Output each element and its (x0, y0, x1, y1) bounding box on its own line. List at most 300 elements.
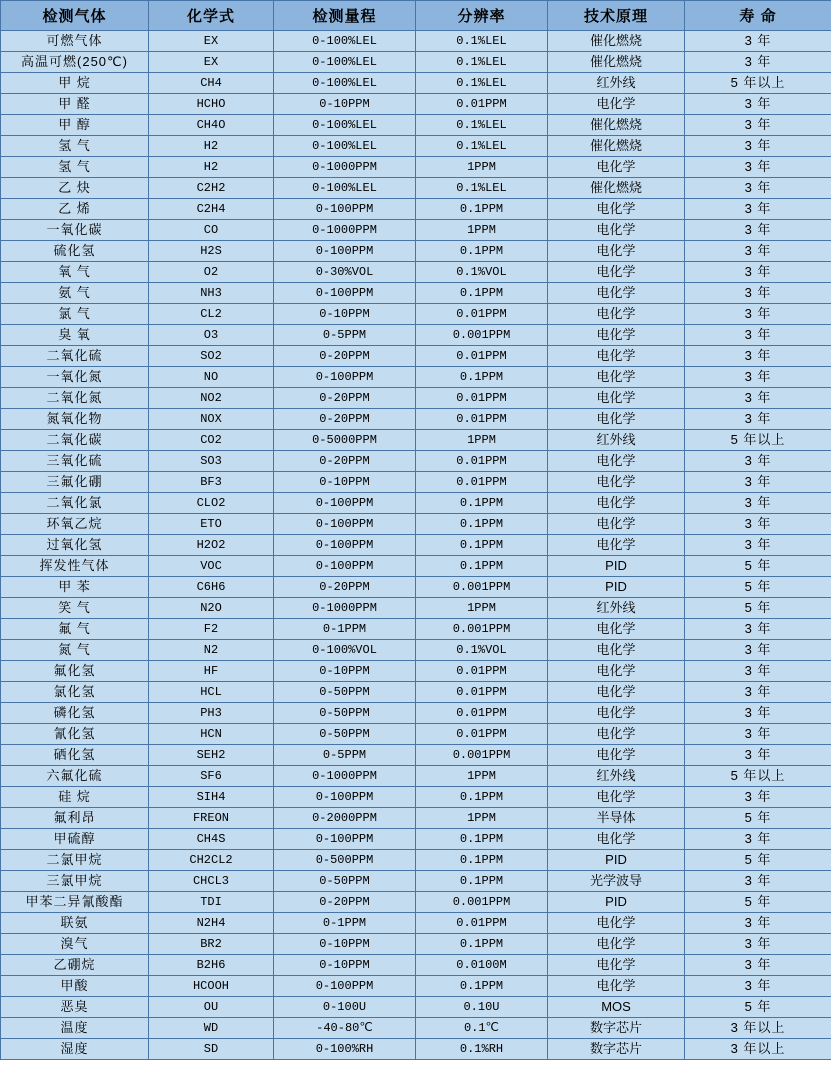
cell-formula: H2O2 (149, 535, 274, 556)
cell-range: 0-10PPM (274, 934, 416, 955)
cell-gas: 氮氧化物 (1, 409, 149, 430)
cell-principle: 电化学 (548, 535, 685, 556)
cell-range: 0-100%LEL (274, 31, 416, 52)
cell-lifetime: 3 年 (685, 220, 831, 241)
cell-principle: 电化学 (548, 409, 685, 430)
cell-formula: EX (149, 52, 274, 73)
cell-principle: 红外线 (548, 598, 685, 619)
cell-formula: O2 (149, 262, 274, 283)
table-row (1, 1039, 831, 1060)
cell-resolution: 0.001PPM (416, 619, 548, 640)
cell-gas: 氟利昂 (1, 808, 149, 829)
cell-principle: 电化学 (548, 787, 685, 808)
cell-resolution: 0.001PPM (416, 892, 548, 913)
cell-resolution: 0.1PPM (416, 787, 548, 808)
table-row (1, 808, 831, 829)
column-header-resolution: 分辨率 (416, 1, 548, 31)
cell-resolution: 0.1%LEL (416, 115, 548, 136)
cell-range: 0-100U (274, 997, 416, 1018)
cell-principle: 催化燃烧 (548, 115, 685, 136)
cell-lifetime: 3 年 (685, 472, 831, 493)
table-row (1, 262, 831, 283)
cell-lifetime: 5 年 (685, 577, 831, 598)
cell-resolution: 0.1PPM (416, 283, 548, 304)
cell-resolution: 0.1PPM (416, 367, 548, 388)
cell-gas: 六氟化硫 (1, 766, 149, 787)
cell-principle: 电化学 (548, 493, 685, 514)
cell-principle: 电化学 (548, 241, 685, 262)
cell-formula: SO2 (149, 346, 274, 367)
cell-range: 0-100PPM (274, 829, 416, 850)
table-row (1, 388, 831, 409)
cell-lifetime: 3 年以上 (685, 1039, 831, 1060)
table-row (1, 514, 831, 535)
cell-formula: F2 (149, 619, 274, 640)
cell-range: 0-100%LEL (274, 178, 416, 199)
cell-gas: 氢 气 (1, 136, 149, 157)
cell-gas: 氯 气 (1, 304, 149, 325)
cell-formula: PH3 (149, 703, 274, 724)
cell-principle: 电化学 (548, 388, 685, 409)
cell-gas: 磷化氢 (1, 703, 149, 724)
cell-lifetime: 3 年 (685, 955, 831, 976)
cell-range: 0-50PPM (274, 871, 416, 892)
table-row (1, 94, 831, 115)
cell-principle: 电化学 (548, 619, 685, 640)
table-row (1, 787, 831, 808)
cell-lifetime: 3 年 (685, 325, 831, 346)
cell-principle: 电化学 (548, 262, 685, 283)
cell-lifetime: 3 年 (685, 976, 831, 997)
cell-lifetime: 3 年 (685, 724, 831, 745)
cell-gas: 恶臭 (1, 997, 149, 1018)
table-row (1, 850, 831, 871)
cell-gas: 甲硫醇 (1, 829, 149, 850)
cell-range: 0-1000PPM (274, 598, 416, 619)
cell-formula: NO (149, 367, 274, 388)
table-row (1, 913, 831, 934)
cell-gas: 三氟化硼 (1, 472, 149, 493)
cell-range: 0-10PPM (274, 94, 416, 115)
cell-gas: 溴气 (1, 934, 149, 955)
cell-gas: 乙 烯 (1, 199, 149, 220)
cell-gas: 三氯甲烷 (1, 871, 149, 892)
cell-range: 0-20PPM (274, 409, 416, 430)
table-row (1, 724, 831, 745)
cell-range: 0-100PPM (274, 199, 416, 220)
cell-formula: SD (149, 1039, 274, 1060)
cell-principle: 电化学 (548, 367, 685, 388)
cell-resolution: 1PPM (416, 430, 548, 451)
cell-resolution: 0.1PPM (416, 829, 548, 850)
cell-formula: C2H2 (149, 178, 274, 199)
cell-lifetime: 3 年 (685, 661, 831, 682)
cell-resolution: 0.1%VOL (416, 262, 548, 283)
cell-resolution: 0.1%LEL (416, 52, 548, 73)
cell-principle: 电化学 (548, 157, 685, 178)
cell-formula: BF3 (149, 472, 274, 493)
cell-principle: 数字芯片 (548, 1039, 685, 1060)
cell-formula: NH3 (149, 283, 274, 304)
cell-formula: FREON (149, 808, 274, 829)
cell-range: 0-100PPM (274, 976, 416, 997)
table-row (1, 73, 831, 94)
cell-gas: 湿度 (1, 1039, 149, 1060)
cell-resolution: 0.1PPM (416, 871, 548, 892)
cell-range: 0-50PPM (274, 703, 416, 724)
cell-principle: 电化学 (548, 703, 685, 724)
cell-gas: 氨 气 (1, 283, 149, 304)
cell-gas: 甲 苯 (1, 577, 149, 598)
cell-resolution: 0.1℃ (416, 1018, 548, 1039)
cell-principle: 半导体 (548, 808, 685, 829)
cell-lifetime: 3 年 (685, 346, 831, 367)
table-row (1, 577, 831, 598)
cell-gas: 臭 氧 (1, 325, 149, 346)
cell-resolution: 0.001PPM (416, 577, 548, 598)
cell-range: 0-10PPM (274, 472, 416, 493)
table-row (1, 871, 831, 892)
table-row (1, 934, 831, 955)
cell-formula: HCHO (149, 94, 274, 115)
cell-formula: H2 (149, 136, 274, 157)
cell-range: 0-100%LEL (274, 136, 416, 157)
cell-principle: 电化学 (548, 220, 685, 241)
cell-resolution: 0.01PPM (416, 94, 548, 115)
cell-range: 0-1000PPM (274, 766, 416, 787)
cell-lifetime: 5 年 (685, 808, 831, 829)
cell-gas: 甲苯二异氰酸酯 (1, 892, 149, 913)
cell-lifetime: 3 年 (685, 787, 831, 808)
cell-formula: NO2 (149, 388, 274, 409)
cell-principle: 电化学 (548, 640, 685, 661)
cell-lifetime: 5 年 (685, 598, 831, 619)
table-header (1, 1, 831, 31)
cell-gas: 二氧化氮 (1, 388, 149, 409)
table-header-row (1, 1, 831, 31)
cell-gas: 温度 (1, 1018, 149, 1039)
cell-gas: 氧 气 (1, 262, 149, 283)
table-row (1, 199, 831, 220)
cell-lifetime: 3 年 (685, 388, 831, 409)
table-row (1, 682, 831, 703)
table-row (1, 115, 831, 136)
cell-principle: 数字芯片 (548, 1018, 685, 1039)
cell-formula: CH4O (149, 115, 274, 136)
cell-formula: CO (149, 220, 274, 241)
cell-gas: 氮 气 (1, 640, 149, 661)
cell-formula: VOC (149, 556, 274, 577)
cell-resolution: 0.01PPM (416, 703, 548, 724)
cell-range: 0-5000PPM (274, 430, 416, 451)
cell-resolution: 0.01PPM (416, 346, 548, 367)
cell-resolution: 0.01PPM (416, 388, 548, 409)
cell-resolution: 0.1%VOL (416, 640, 548, 661)
cell-lifetime: 3 年 (685, 199, 831, 220)
cell-principle: 电化学 (548, 304, 685, 325)
cell-gas: 环氧乙烷 (1, 514, 149, 535)
cell-gas: 一氧化氮 (1, 367, 149, 388)
cell-gas: 一氧化碳 (1, 220, 149, 241)
cell-range: 0-100PPM (274, 514, 416, 535)
cell-gas: 过氧化氢 (1, 535, 149, 556)
cell-gas: 甲 醛 (1, 94, 149, 115)
cell-lifetime: 3 年以上 (685, 1018, 831, 1039)
cell-formula: NOX (149, 409, 274, 430)
table-row (1, 367, 831, 388)
table-row (1, 346, 831, 367)
cell-formula: BR2 (149, 934, 274, 955)
cell-gas: 高温可燃(250℃) (1, 52, 149, 73)
table-row (1, 745, 831, 766)
cell-range: 0-10PPM (274, 955, 416, 976)
cell-gas: 乙硼烷 (1, 955, 149, 976)
cell-lifetime: 5 年 (685, 997, 831, 1018)
column-header-principle: 技术原理 (548, 1, 685, 31)
cell-resolution: 0.01PPM (416, 913, 548, 934)
cell-range: 0-100PPM (274, 556, 416, 577)
cell-formula: HCL (149, 682, 274, 703)
cell-formula: C2H4 (149, 199, 274, 220)
cell-gas: 氟化氢 (1, 661, 149, 682)
cell-principle: PID (548, 577, 685, 598)
table-row (1, 493, 831, 514)
cell-resolution: 1PPM (416, 598, 548, 619)
cell-range: 0-500PPM (274, 850, 416, 871)
cell-lifetime: 3 年 (685, 871, 831, 892)
table-row (1, 976, 831, 997)
cell-formula: SO3 (149, 451, 274, 472)
cell-gas: 可燃气体 (1, 31, 149, 52)
table-row (1, 955, 831, 976)
cell-formula: TDI (149, 892, 274, 913)
cell-resolution: 0.1%LEL (416, 136, 548, 157)
cell-formula: B2H6 (149, 955, 274, 976)
cell-lifetime: 3 年 (685, 493, 831, 514)
cell-lifetime: 3 年 (685, 535, 831, 556)
cell-resolution: 1PPM (416, 808, 548, 829)
table-row (1, 703, 831, 724)
cell-principle: 电化学 (548, 829, 685, 850)
cell-principle: 电化学 (548, 913, 685, 934)
table-row (1, 892, 831, 913)
cell-lifetime: 3 年 (685, 304, 831, 325)
cell-range: 0-10PPM (274, 304, 416, 325)
table-row (1, 451, 831, 472)
table-row (1, 241, 831, 262)
cell-resolution: 0.01PPM (416, 661, 548, 682)
cell-principle: 电化学 (548, 472, 685, 493)
cell-resolution: 0.1PPM (416, 556, 548, 577)
cell-range: 0-50PPM (274, 724, 416, 745)
cell-resolution: 0.01PPM (416, 304, 548, 325)
cell-principle: 催化燃烧 (548, 31, 685, 52)
cell-gas: 氰化氢 (1, 724, 149, 745)
cell-lifetime: 3 年 (685, 367, 831, 388)
table-row (1, 304, 831, 325)
column-header-formula: 化学式 (149, 1, 274, 31)
cell-range: 0-100PPM (274, 787, 416, 808)
cell-lifetime: 5 年 (685, 556, 831, 577)
cell-principle: 电化学 (548, 325, 685, 346)
cell-lifetime: 3 年 (685, 94, 831, 115)
cell-resolution: 0.1%LEL (416, 178, 548, 199)
cell-gas: 笑 气 (1, 598, 149, 619)
cell-range: 0-30%VOL (274, 262, 416, 283)
cell-formula: CH2CL2 (149, 850, 274, 871)
cell-range: 0-100PPM (274, 241, 416, 262)
cell-lifetime: 3 年 (685, 115, 831, 136)
cell-principle: PID (548, 892, 685, 913)
cell-resolution: 0.1PPM (416, 850, 548, 871)
cell-formula: CHCL3 (149, 871, 274, 892)
cell-principle: 催化燃烧 (548, 52, 685, 73)
column-header-lifetime: 寿 命 (685, 1, 831, 31)
cell-formula: O3 (149, 325, 274, 346)
cell-formula: CO2 (149, 430, 274, 451)
cell-range: 0-100%RH (274, 1039, 416, 1060)
cell-lifetime: 3 年 (685, 136, 831, 157)
table-row (1, 1018, 831, 1039)
table-row (1, 283, 831, 304)
cell-principle: 红外线 (548, 430, 685, 451)
table-row (1, 178, 831, 199)
cell-gas: 氟 气 (1, 619, 149, 640)
cell-resolution: 0.10U (416, 997, 548, 1018)
cell-resolution: 1PPM (416, 157, 548, 178)
cell-lifetime: 5 年以上 (685, 430, 831, 451)
cell-resolution: 0.1PPM (416, 514, 548, 535)
cell-resolution: 0.1PPM (416, 493, 548, 514)
cell-lifetime: 3 年 (685, 682, 831, 703)
cell-range: 0-100PPM (274, 493, 416, 514)
table-body (1, 31, 831, 1060)
table-row (1, 52, 831, 73)
cell-lifetime: 3 年 (685, 178, 831, 199)
cell-gas: 二氯甲烷 (1, 850, 149, 871)
cell-lifetime: 3 年 (685, 31, 831, 52)
cell-range: 0-20PPM (274, 346, 416, 367)
cell-formula: CH4 (149, 73, 274, 94)
cell-resolution: 0.0100M (416, 955, 548, 976)
cell-resolution: 0.001PPM (416, 325, 548, 346)
cell-resolution: 0.01PPM (416, 409, 548, 430)
cell-principle: 催化燃烧 (548, 136, 685, 157)
column-header-range: 检测量程 (274, 1, 416, 31)
cell-formula: CH4S (149, 829, 274, 850)
cell-resolution: 0.1%LEL (416, 73, 548, 94)
table-row (1, 766, 831, 787)
cell-gas: 氢 气 (1, 157, 149, 178)
column-header-gas: 检测气体 (1, 1, 149, 31)
cell-lifetime: 3 年 (685, 52, 831, 73)
cell-range: 0-10PPM (274, 661, 416, 682)
cell-range: 0-100%LEL (274, 73, 416, 94)
cell-range: 0-2000PPM (274, 808, 416, 829)
cell-principle: 电化学 (548, 934, 685, 955)
cell-principle: 电化学 (548, 346, 685, 367)
cell-resolution: 0.1%RH (416, 1039, 548, 1060)
cell-gas: 氯化氢 (1, 682, 149, 703)
cell-formula: N2 (149, 640, 274, 661)
cell-resolution: 0.01PPM (416, 472, 548, 493)
table-row (1, 220, 831, 241)
cell-principle: 光学波导 (548, 871, 685, 892)
cell-formula: CL2 (149, 304, 274, 325)
cell-range: 0-20PPM (274, 451, 416, 472)
cell-principle: 红外线 (548, 73, 685, 94)
table-row (1, 31, 831, 52)
table-row (1, 640, 831, 661)
cell-principle: 红外线 (548, 766, 685, 787)
cell-range: 0-1PPM (274, 619, 416, 640)
table-row (1, 430, 831, 451)
table-row (1, 997, 831, 1018)
cell-principle: 电化学 (548, 661, 685, 682)
cell-range: -40-80℃ (274, 1018, 416, 1039)
cell-principle: MOS (548, 997, 685, 1018)
cell-principle: 电化学 (548, 283, 685, 304)
cell-range: 0-5PPM (274, 325, 416, 346)
cell-range: 0-50PPM (274, 682, 416, 703)
table-row (1, 535, 831, 556)
cell-principle: 电化学 (548, 199, 685, 220)
table-row (1, 409, 831, 430)
cell-range: 0-100PPM (274, 283, 416, 304)
cell-resolution: 1PPM (416, 220, 548, 241)
cell-gas: 甲酸 (1, 976, 149, 997)
cell-principle: 电化学 (548, 745, 685, 766)
cell-gas: 甲 烷 (1, 73, 149, 94)
cell-principle: 催化燃烧 (548, 178, 685, 199)
cell-formula: HF (149, 661, 274, 682)
table-row (1, 661, 831, 682)
cell-lifetime: 5 年 (685, 892, 831, 913)
cell-lifetime: 3 年 (685, 409, 831, 430)
cell-gas: 硫化氢 (1, 241, 149, 262)
cell-lifetime: 5 年以上 (685, 766, 831, 787)
cell-formula: CLO2 (149, 493, 274, 514)
cell-resolution: 0.1PPM (416, 934, 548, 955)
table-row (1, 157, 831, 178)
cell-resolution: 0.1PPM (416, 199, 548, 220)
cell-lifetime: 3 年 (685, 451, 831, 472)
cell-lifetime: 3 年 (685, 703, 831, 724)
cell-principle: PID (548, 556, 685, 577)
cell-lifetime: 3 年 (685, 241, 831, 262)
table-row (1, 619, 831, 640)
cell-formula: SIH4 (149, 787, 274, 808)
cell-range: 0-100%LEL (274, 115, 416, 136)
cell-principle: 电化学 (548, 724, 685, 745)
cell-lifetime: 3 年 (685, 829, 831, 850)
table-row (1, 136, 831, 157)
cell-resolution: 0.1PPM (416, 976, 548, 997)
cell-gas: 二氧化硫 (1, 346, 149, 367)
cell-gas: 硒化氢 (1, 745, 149, 766)
table-row (1, 325, 831, 346)
cell-resolution: 0.01PPM (416, 724, 548, 745)
table-row (1, 598, 831, 619)
cell-lifetime: 3 年 (685, 283, 831, 304)
cell-range: 0-1PPM (274, 913, 416, 934)
cell-resolution: 0.1PPM (416, 535, 548, 556)
cell-formula: N2O (149, 598, 274, 619)
cell-formula: EX (149, 31, 274, 52)
cell-principle: 电化学 (548, 451, 685, 472)
cell-formula: HCN (149, 724, 274, 745)
cell-gas: 挥发性气体 (1, 556, 149, 577)
